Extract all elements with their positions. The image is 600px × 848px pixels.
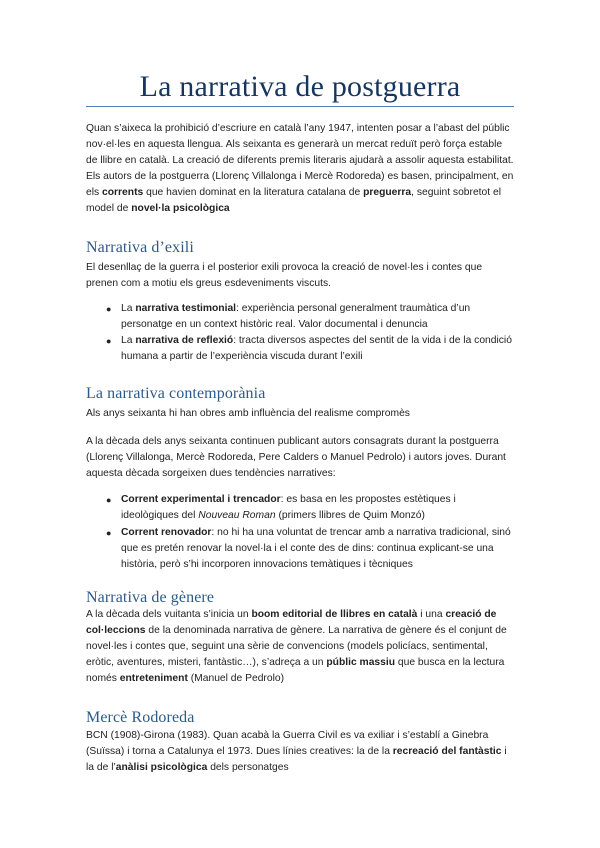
intro-bold-preguerra: preguerra: [363, 187, 412, 198]
title-underline: [86, 106, 514, 107]
heading-exili: Narrativa d’exili: [86, 239, 194, 256]
page-title: La narrativa de postguerra: [139, 70, 461, 103]
intro-bold-novella: novel·la psicològica: [131, 203, 230, 214]
genere-paragraph: A la dècada dels vuitanta s’inicia un boom editorial de llibres en català i una creació de col·leccions de la denominada narrativa de gènere. La narrativa de gènere és el conjunt de novel·les i contes que, seguint una sèrie de convencions (models policíacs, sentimental, eròtic, aventures, misteri, fantàstic…), s’adreça a un públic massiu que busca en la lectura només entreteniment (Manuel de Pedrolo): [86, 609, 507, 684]
intro-bold-corrents: corrents: [102, 187, 144, 198]
heading-genere: Narrativa de gènere: [86, 589, 215, 606]
intro-text: [86, 121, 516, 217]
exili-paragraph: El desenllaç de la guerra i el posterior exili provoca la creació de novel·les i contes que prenen com a motiu els greus esdeveniments viscuts.: [86, 262, 483, 289]
rodoreda-paragraph: BCN (1908)-Girona (1983). Quan acabà la Guerra Civil es va exiliar i s’establí a Ginebra (Suïssa) i torna a Catalunya el 1973. Dues línies creatives: la de la recreació del fantàstic i la de l’anàlisi psicològica dels personatges: [86, 730, 507, 773]
list-item: ● La narrativa de reflexió: tracta diversos aspectes del sentit de la vida i de la condició humana a partir de l’experiència viscuda durant l’exili: [106, 335, 512, 362]
heading-contemporania: La narrativa contemporània: [86, 385, 266, 402]
genere-section: [86, 607, 516, 687]
bullet-icon: ●: [106, 528, 112, 538]
exili-list: [86, 301, 516, 365]
contemporania-paragraph-1: Als anys seixanta hi han obres amb influència del realisme compromès: [86, 408, 410, 419]
heading-rodoreda: Mercè Rodoreda: [86, 709, 195, 726]
contemporania-paragraph-2: A la dècada dels anys seixanta continuen publicant autors consagrats durant la postguerra (Llorenç Villalonga, Mercè Rodoreda, Pere Calders o Manuel Pedrolo) i autors joves. Durant aquesta dècada sorgeixen dues tendències narratives:: [86, 436, 506, 479]
list-item: ● Corrent renovador: no hi ha una voluntat de trencar amb a narrativa tradicional, sinó que es pretén renovar la novel·la i el conte des de dins: continua explicant-se una història, però s’hi incorporen innovacions temàtiques i tècniques: [106, 527, 511, 570]
intro-text-1: Quan s’aixeca la prohibició d’escriure en català l’any 1947, intenten posar a l’abast del públic nov·el·les en aquesta llengua. Als seixanta es generarà un mercat reduït però força estable de llibre en català. La creació de diferents premis literaris ajudarà a assolir aquesta estabilitat. Els autors de la postguerra (Llorenç Villalonga i Mercè Rodoreda) es basen, principalment, en els: [86, 123, 514, 198]
contemporania-section: [86, 406, 516, 573]
bullet-icon: ●: [106, 495, 112, 505]
intro-text-2: que havien dominat en la literatura catalana de: [143, 187, 364, 198]
exili-section: [86, 260, 516, 365]
list-item: ● Corrent experimental i trencador: es basa en les propostes estètiques i ideològiques del Nouveau Roman (primers llibres de Quim Monzó): [106, 494, 456, 521]
bullet-icon: ●: [106, 304, 112, 314]
rodoreda-section: [86, 728, 516, 776]
contemporania-list: [86, 492, 516, 573]
list-item: ● La narrativa testimonial: experiència personal generalment traumàtica d’un personatge en un context històric real. Valor documental i denuncia: [106, 303, 471, 330]
intro-text-3: , seguint sobretot el model de: [86, 187, 502, 214]
intro-paragraph: [86, 121, 516, 217]
bullet-icon: ●: [106, 336, 112, 346]
